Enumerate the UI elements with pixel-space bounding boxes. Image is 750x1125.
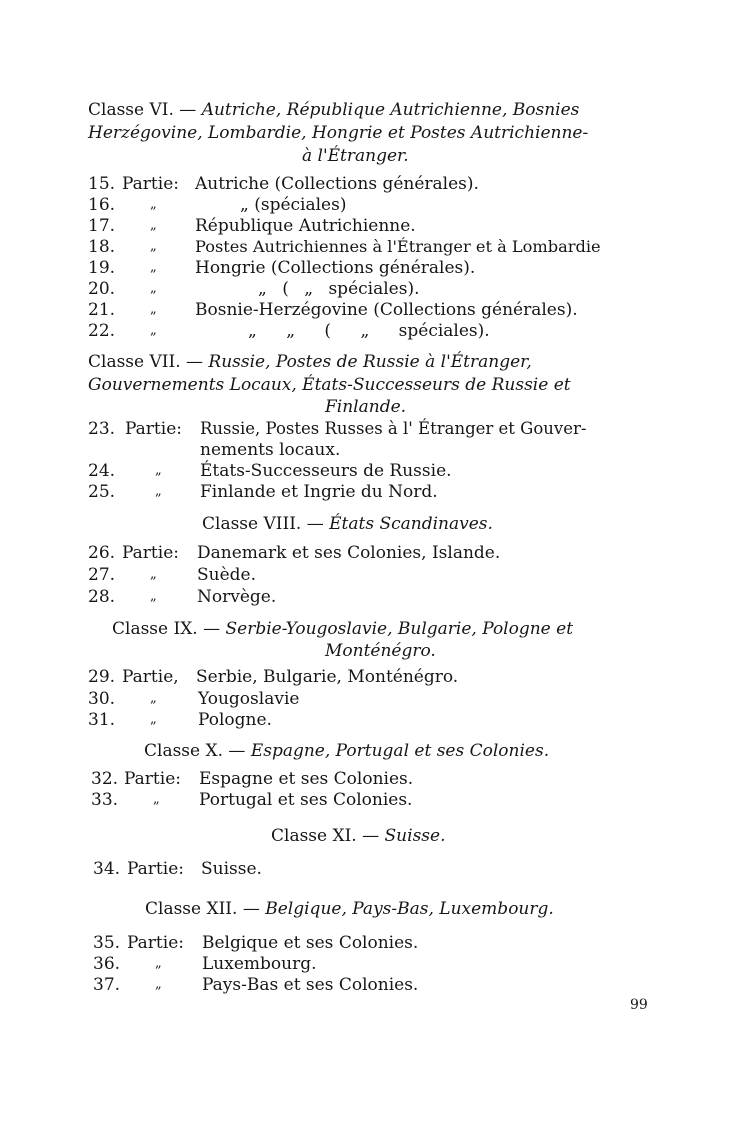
entry-number: 25.	[88, 482, 116, 502]
ditto-mark: „	[150, 197, 157, 212]
entry-number: 21.	[88, 300, 116, 320]
entry-number: 19.	[88, 258, 116, 278]
entry-number: 18.	[88, 237, 116, 257]
ditto-mark: „	[150, 281, 157, 296]
ditto-mark: „	[150, 691, 157, 706]
entry-text: Danemark et ses Colonies, Islande.	[197, 543, 501, 563]
entry-number: 20.	[88, 279, 116, 299]
entry-text: États-Successeurs de Russie.	[200, 461, 452, 481]
heading-prefix: Classe VII. —	[88, 352, 209, 372]
heading-line	[325, 641, 436, 661]
heading-line	[202, 514, 493, 534]
entry-text: Espagne et ses Colonies.	[199, 769, 414, 789]
heading-italic: Espagne, Portugal et ses Colonies.	[250, 741, 550, 761]
ditto-mark: „	[153, 792, 160, 807]
heading-italic: États Scandinaves.	[329, 514, 493, 534]
entry-number: 17.	[88, 216, 116, 236]
heading-prefix: Classe VIII. —	[202, 514, 330, 534]
heading-italic: Finlande.	[325, 397, 407, 417]
heading-prefix: Classe IX. —	[112, 619, 226, 639]
entry-number: 23.	[88, 419, 116, 439]
heading-italic: Belgique, Pays-Bas, Luxembourg.	[265, 899, 554, 919]
heading-prefix: Classe XI. —	[271, 826, 385, 846]
entry-text: Bosnie-Herzégovine (Collections générales).	[195, 300, 578, 320]
heading-italic: Russie, Postes de Russie à l'Étranger,	[208, 352, 532, 372]
heading-italic: Suisse.	[384, 826, 446, 846]
entry-number: 28.	[88, 587, 116, 607]
page-number: 99	[630, 997, 648, 1013]
ditto-mark: „	[155, 977, 162, 992]
heading-line	[325, 397, 406, 417]
entry-number: 26.	[88, 543, 116, 563]
heading-line	[88, 352, 532, 372]
entry-number: 22.	[88, 321, 116, 341]
entry-text: Portugal et ses Colonies.	[199, 790, 413, 810]
ditto-mark: „	[150, 260, 157, 275]
entry-text: Yougoslavie	[198, 689, 300, 709]
entry-number: 15.	[88, 174, 116, 194]
heading-line	[88, 123, 588, 143]
entry-label: Partie:	[124, 769, 181, 789]
heading-italic: Autriche, République Autrichienne, Bosnies	[201, 100, 580, 120]
ditto-mark: „	[150, 218, 157, 233]
entry-label: Partie:	[127, 859, 184, 879]
heading-line	[302, 146, 409, 166]
ditto-mark: „	[150, 567, 157, 582]
heading-italic: Gouvernements Locaux, États-Successeurs de Russie et	[88, 375, 571, 395]
entry-text: nements locaux.	[200, 440, 341, 460]
entry-text: Suède.	[197, 565, 257, 585]
entry-label: Partie:	[125, 419, 182, 439]
entry-text: Serbie, Bulgarie, Monténégro.	[196, 667, 459, 687]
ditto-mark: „	[150, 589, 157, 604]
ditto-mark: „	[150, 239, 157, 254]
entry-number: 30.	[88, 689, 116, 709]
heading-line	[88, 375, 571, 395]
entry-text: „ „ ( „ spéciales).	[248, 321, 490, 341]
heading-line	[88, 100, 579, 120]
ditto-mark: „	[150, 712, 157, 727]
heading-italic: Herzégovine, Lombardie, Hongrie et Postes Autrichienne-	[88, 123, 589, 143]
ditto-mark: „	[155, 484, 162, 499]
entry-number: 24.	[88, 461, 116, 481]
entry-number: 35.	[93, 933, 121, 953]
entry-number: 36.	[93, 954, 121, 974]
entry-text: République Autrichienne.	[195, 216, 416, 236]
entry-number: 37.	[93, 975, 121, 995]
heading-prefix: Classe VI. —	[88, 100, 202, 120]
entry-text: Russie, Postes Russes à l' Étranger et Gouver-	[200, 419, 587, 438]
entry-text: Pologne.	[198, 710, 272, 730]
heading-line	[271, 826, 445, 846]
entry-number: 29.	[88, 667, 116, 687]
entry-text: Luxembourg.	[202, 954, 317, 974]
entry-label: Partie,	[122, 667, 179, 687]
entry-number: 27.	[88, 565, 116, 585]
entry-number: 32.	[91, 769, 119, 789]
entry-label: Partie:	[122, 174, 179, 194]
entry-number: 16.	[88, 195, 116, 215]
entry-number: 33.	[91, 790, 119, 810]
ditto-mark: „	[155, 956, 162, 971]
heading-italic: Monténégro.	[325, 641, 436, 661]
entry-text: „ (spéciales)	[240, 195, 347, 215]
ditto-mark: „	[150, 323, 157, 338]
heading-line	[112, 619, 573, 639]
heading-italic: Serbie-Yougoslavie, Bulgarie, Pologne et	[225, 619, 574, 639]
entry-label: Partie:	[122, 543, 179, 563]
heading-line	[144, 741, 549, 761]
ditto-mark: „	[155, 463, 162, 478]
heading-prefix: Classe X. —	[144, 741, 251, 761]
entry-text: Suisse.	[201, 859, 262, 879]
entry-text: Autriche (Collections générales).	[195, 174, 479, 194]
entry-text: Belgique et ses Colonies.	[202, 933, 419, 953]
entry-number: 34.	[93, 859, 121, 879]
heading-line	[145, 899, 554, 919]
entry-label: Partie:	[127, 933, 184, 953]
entry-text: Norvège.	[197, 587, 277, 607]
entry-text: Hongrie (Collections générales).	[195, 258, 476, 278]
ditto-mark: „	[150, 302, 157, 317]
entry-text: Postes Autrichiennes à l'Étranger et à Lombardie	[195, 237, 601, 256]
entry-text: Finlande et Ingrie du Nord.	[200, 482, 438, 502]
heading-prefix: Classe XII. —	[145, 899, 266, 919]
heading-italic: à l'Étranger.	[302, 146, 409, 166]
entry-text: „ ( „ spéciales).	[258, 279, 420, 299]
entry-number: 31.	[88, 710, 116, 730]
entry-text: Pays-Bas et ses Colonies.	[202, 975, 419, 995]
